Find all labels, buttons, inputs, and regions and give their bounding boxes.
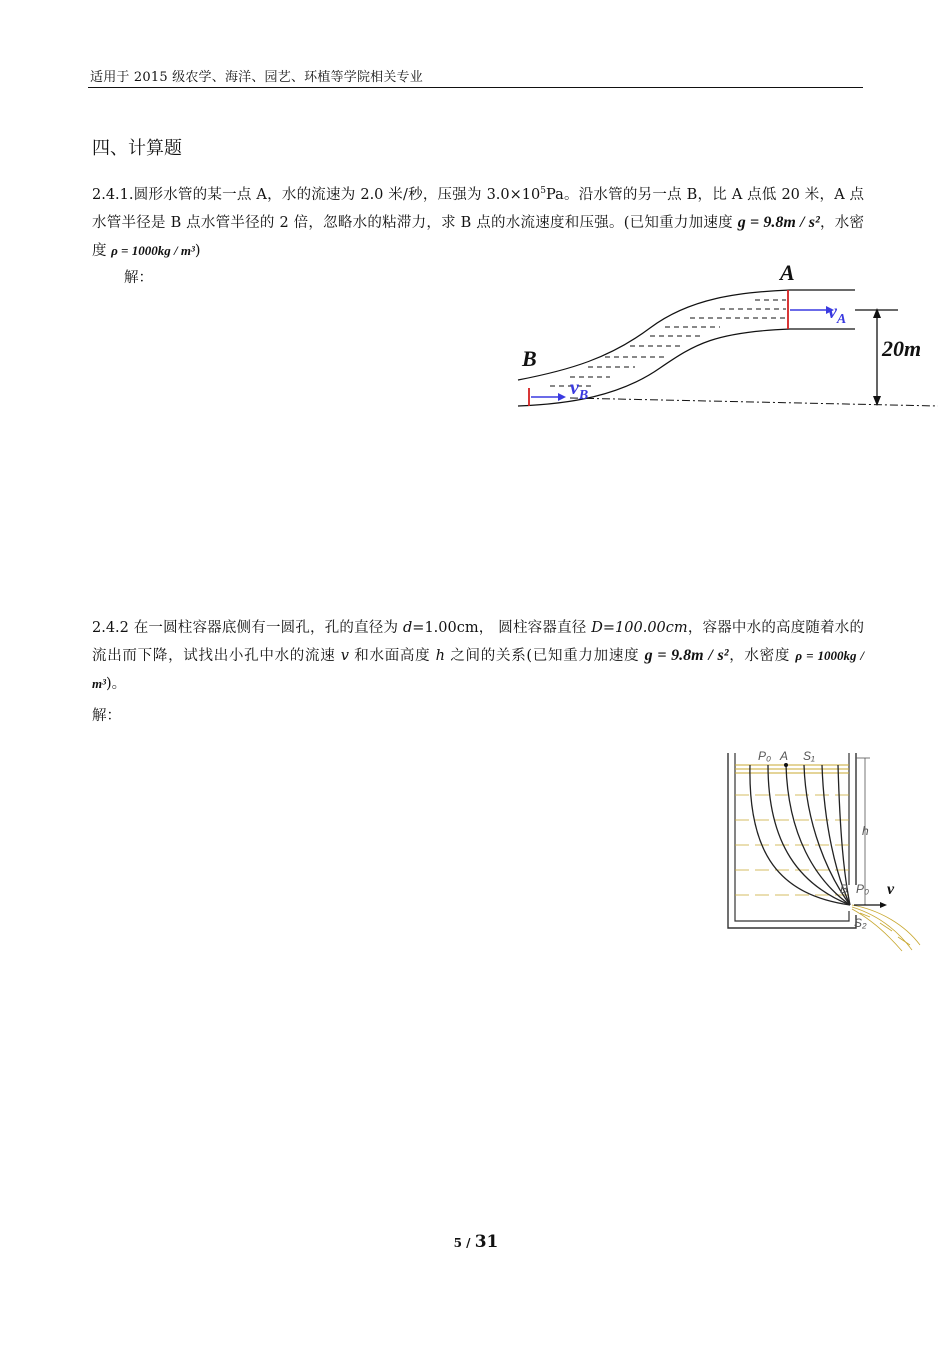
label-P0-side: P₀	[856, 882, 870, 896]
label-vA-v: v	[828, 301, 837, 323]
page-header: 适用于 2015 级农学、海洋、园艺、环植等学院相关专业	[90, 70, 423, 85]
pipe-upper-wall	[518, 290, 855, 380]
water-dashes	[550, 300, 786, 386]
label-A: A	[780, 260, 795, 285]
page-sep: /	[461, 1236, 475, 1250]
pipe-figure	[510, 258, 940, 418]
p2-d-var: d	[403, 620, 413, 636]
container-outer-wall	[728, 753, 856, 928]
p1-sep: ，水密度	[92, 214, 864, 259]
p2-h-var: h	[435, 648, 446, 664]
label-S1: S₁	[803, 749, 815, 763]
arrow-vB-head	[558, 393, 566, 401]
label-vB-sub: B	[578, 388, 589, 403]
label-B: B	[522, 346, 537, 371]
p1-sup: 5	[540, 186, 546, 196]
header-rule	[88, 87, 863, 88]
label-h: h	[862, 824, 869, 838]
p2-tail: )。	[106, 676, 127, 692]
arrow-v-head	[880, 902, 887, 908]
p2-D-expr: D=100.00cm	[591, 620, 688, 636]
baseline-dashdot	[570, 398, 938, 406]
p2-part1: 2.4.2 在一圆柱容器底侧有一圆孔，孔的直径为	[92, 620, 403, 636]
label-20m: 20m	[882, 336, 922, 361]
p2-part4: 之间的关系(已知重力加速度	[445, 648, 645, 664]
p1-g-formula: g = 9.8m / s²	[737, 213, 820, 231]
problem-1-text	[92, 177, 864, 265]
label-vB-v: v	[570, 377, 579, 399]
page-current: 5	[453, 1236, 462, 1250]
p2-part5: ，水密度	[728, 648, 796, 664]
p1-part1: 2.4.1.圆形水管的某一点 A，水的流速为 2.0 米/秒，压强为 3.0×10	[92, 186, 541, 203]
p2-rho-formula: ρ = 1000kg / m³	[92, 648, 865, 691]
label-S2: S₂	[854, 916, 867, 930]
label-vA-sub: A	[836, 312, 847, 327]
page-number	[0, 1232, 952, 1252]
label-v: v	[887, 881, 895, 898]
label-A2: A	[780, 749, 789, 763]
water-surface	[735, 765, 849, 773]
p1-part2: Pa。沿水管的另一点 B，比 A 点低 20 米，A 点水管半径是 B 点水管半径的 2 倍，忽略水的粘滞力，求 B 点的水流速度和压强。(已知重力加速度	[92, 186, 865, 231]
p2-part2: ，容器中水的高度随着水的流出而下降，试找出小孔中水的流速	[92, 620, 864, 664]
label-vB	[570, 377, 588, 403]
section-title: 四、计算题	[92, 138, 182, 159]
problem-2-text	[92, 614, 864, 698]
p2-part3: 和水面高度	[348, 648, 436, 664]
page-total: 31	[474, 1232, 499, 1252]
streamlines	[750, 765, 850, 905]
label-B2: B	[840, 882, 849, 896]
label-P0-top: P₀	[758, 749, 772, 763]
p1-rho-formula: ρ = 1000kg / m³	[111, 242, 195, 258]
p1-solution-label: 解：	[124, 270, 153, 286]
p2-v-var: v	[340, 648, 349, 664]
container-figure	[720, 745, 930, 960]
p2-d-val: =1.00cm， 圆柱容器直径	[412, 620, 592, 636]
p2-g-formula: g = 9.8m / s²	[644, 647, 729, 664]
point-A	[784, 763, 788, 767]
p1-tail: )	[194, 242, 201, 259]
p2-solution-label: 解：	[92, 708, 121, 724]
label-vA	[828, 301, 846, 327]
